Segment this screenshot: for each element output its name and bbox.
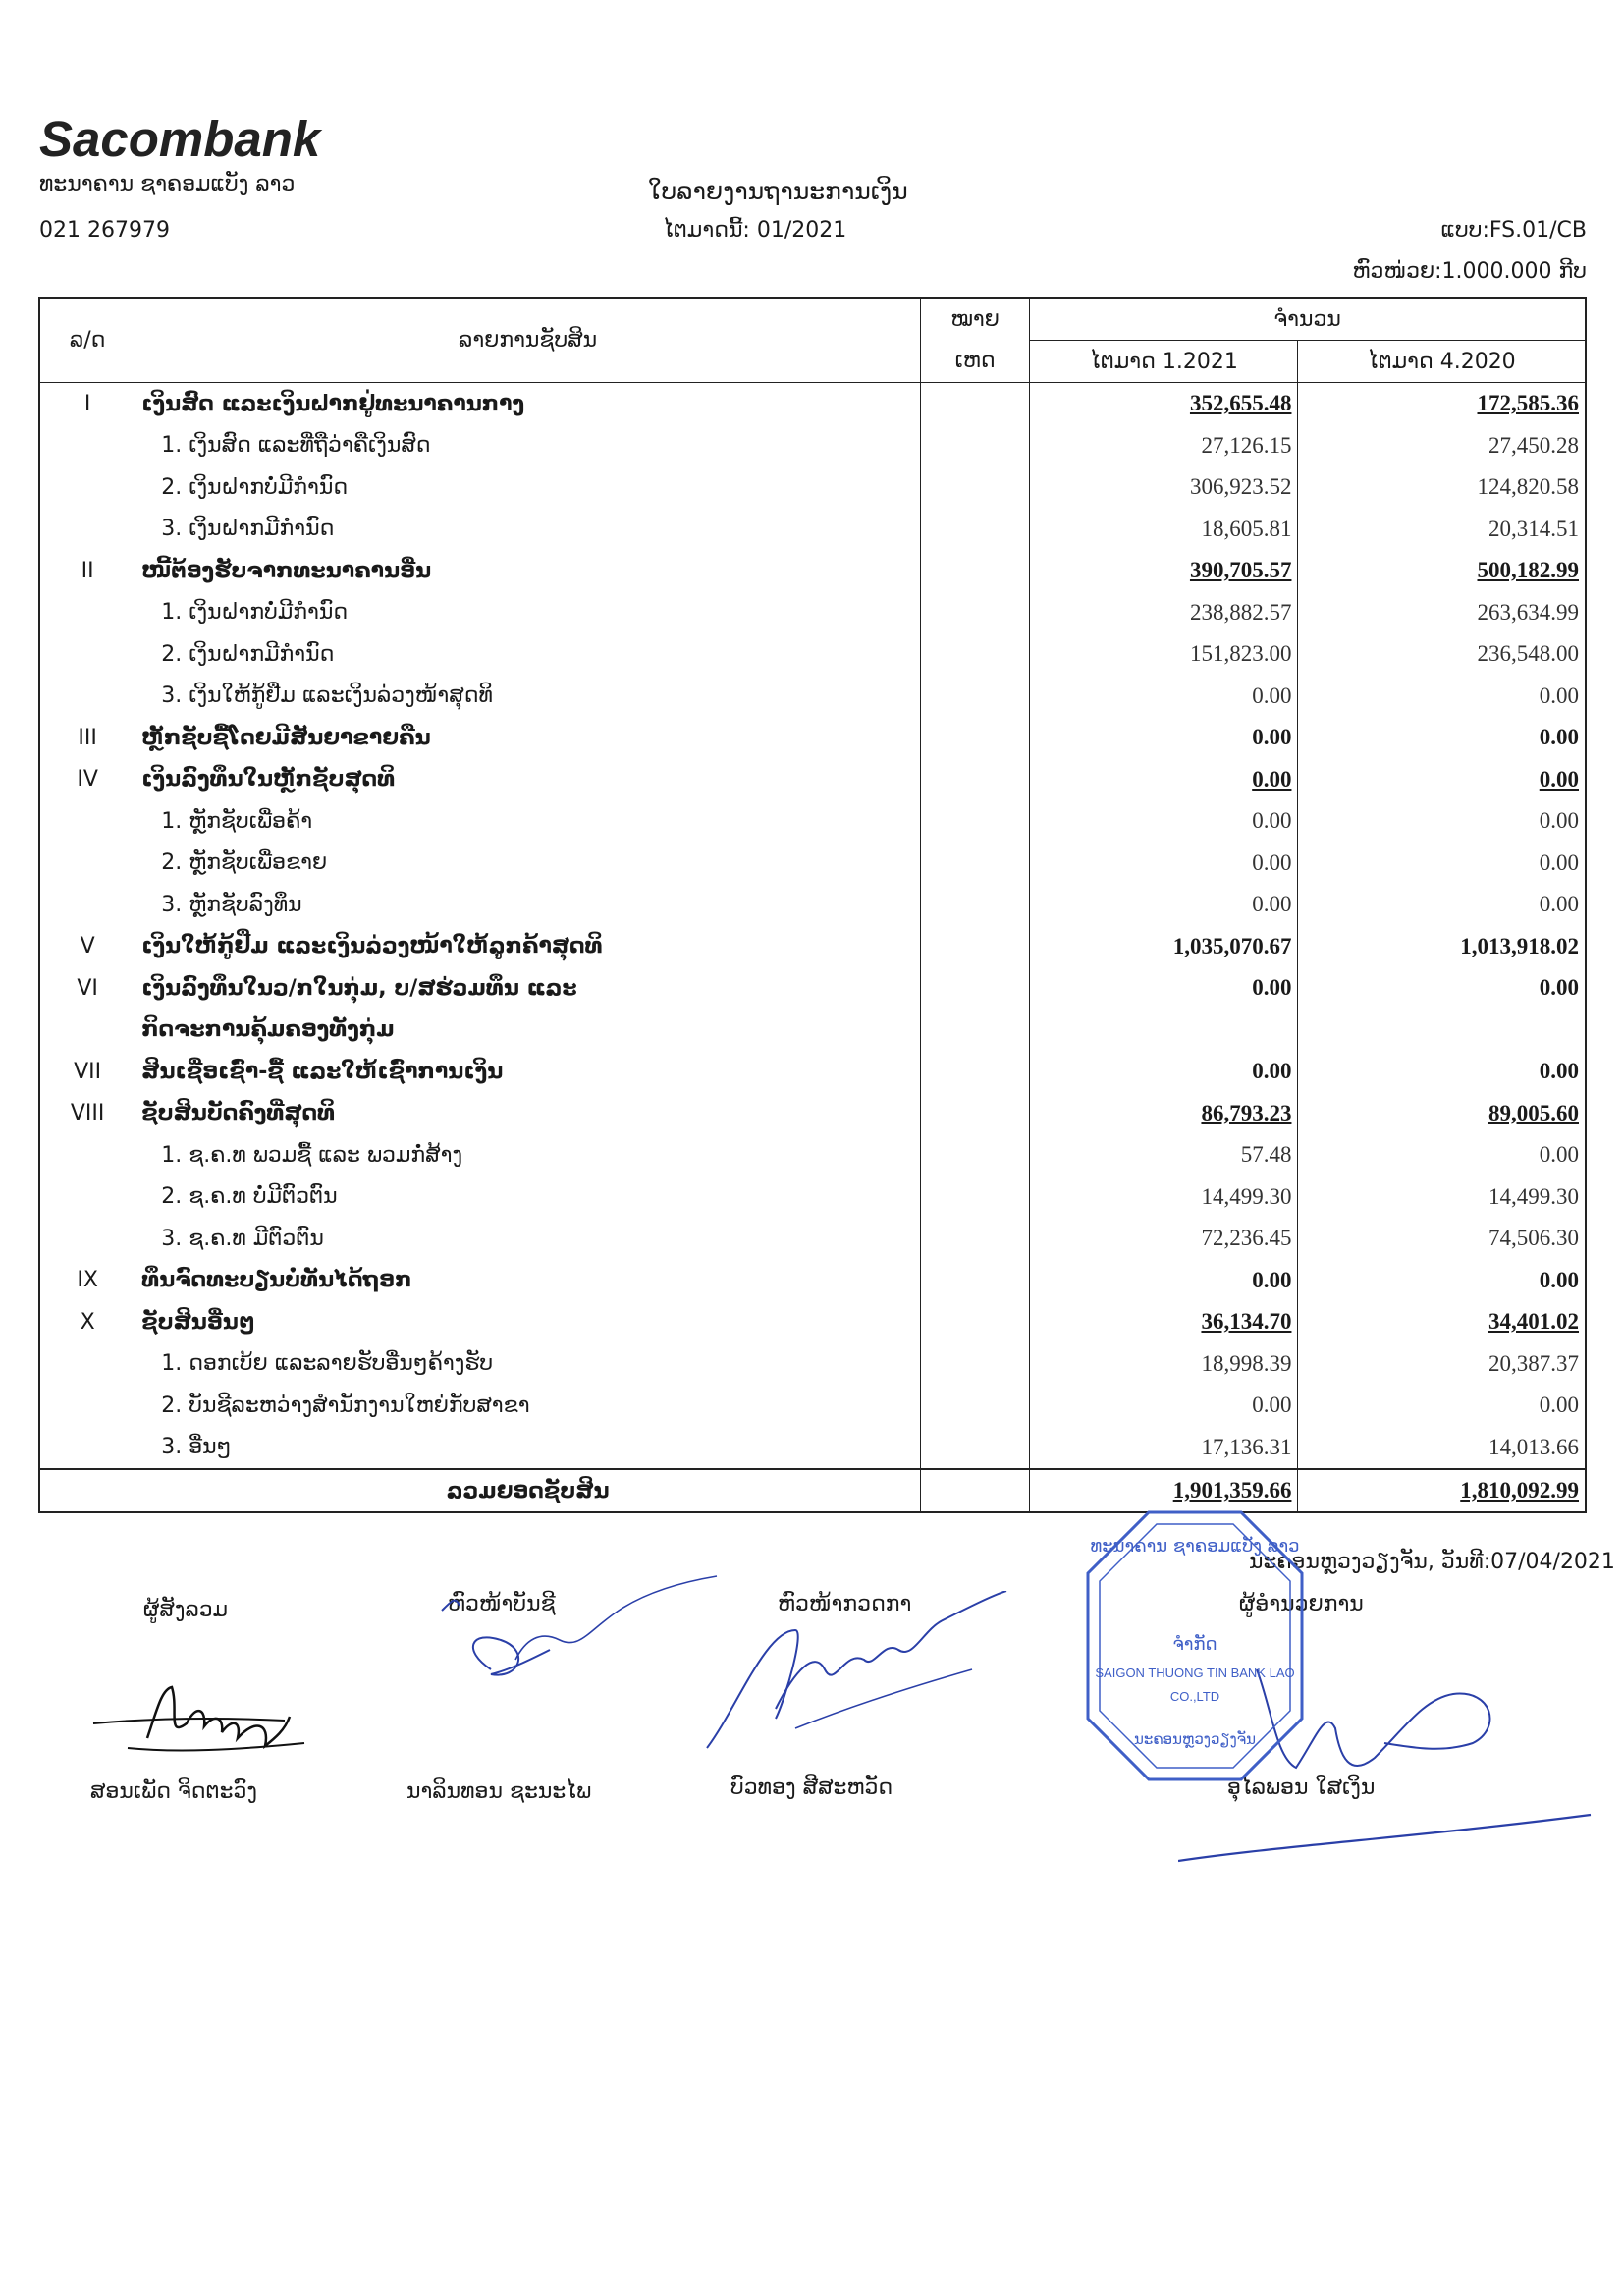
row-value-q1-2021: 151,823.00 bbox=[1030, 633, 1298, 676]
row-value-q4-2020: 124,820.58 bbox=[1298, 466, 1586, 509]
stamp-english-name: SAIGON THUONG TIN BANK LAO bbox=[1095, 1666, 1295, 1680]
row-number bbox=[39, 1176, 135, 1219]
row-value-q4-2020: 34,401.02 bbox=[1298, 1301, 1586, 1343]
sig-director-name: ອຸໄລພອນ ໃສເງິນ bbox=[1227, 1776, 1376, 1800]
row-note bbox=[920, 509, 1029, 551]
row-number bbox=[39, 1010, 135, 1052]
row-label: ເງິນລົງທຶນໃນຫຼັກຊັບສຸດທິ bbox=[135, 759, 921, 801]
row-number: X bbox=[39, 1301, 135, 1343]
row-value-q4-2020: 0.00 bbox=[1298, 1385, 1586, 1427]
row-note bbox=[920, 800, 1029, 843]
row-note bbox=[920, 884, 1029, 926]
row-value-q1-2021: 0.00 bbox=[1030, 1051, 1298, 1093]
row-value-q1-2021: 0.00 bbox=[1030, 759, 1298, 801]
row-label: ຫຼັກຊັບຊື້ໂດຍມີສັນຍາຂາຍຄືນ bbox=[135, 717, 921, 759]
row-value-q4-2020: 74,506.30 bbox=[1298, 1218, 1586, 1260]
col-header-item: ລາຍການຊັບສິນ bbox=[135, 298, 921, 383]
row-value-q1-2021: 57.48 bbox=[1030, 1134, 1298, 1176]
row-note bbox=[920, 717, 1029, 759]
row-value-q4-2020: 14,013.66 bbox=[1298, 1427, 1586, 1470]
row-label: 3. ເງິນໃຫ້ກູ້ຢືມ ແລະເງິນລ່ວງໜ້າສຸດທິ bbox=[135, 676, 921, 718]
row-label: 1. ເງິນຝາກບໍ່ມີກຳນົດ bbox=[135, 592, 921, 634]
row-value-q4-2020: 0.00 bbox=[1298, 759, 1586, 801]
row-note bbox=[920, 466, 1029, 509]
form-code: ແບບ:FS.01/CB bbox=[1440, 218, 1587, 243]
row-value-q1-2021: 0.00 bbox=[1030, 1385, 1298, 1427]
col-header-q4-2020: ໄຕມາດ 4.2020 bbox=[1298, 341, 1586, 383]
row-label: 2. ບັນຊີລະຫວ່າງສຳນັກງານໃຫຍ່ກັບສາຂາ bbox=[135, 1385, 921, 1427]
row-value-q1-2021: 0.00 bbox=[1030, 884, 1298, 926]
row-value-q1-2021: 238,882.57 bbox=[1030, 592, 1298, 634]
row-label: ໜີ້ຕ້ອງຮັບຈາກທະນາຄານອື່ນ bbox=[135, 550, 921, 592]
row-value-q1-2021: 306,923.52 bbox=[1030, 466, 1298, 509]
table-row bbox=[39, 550, 1586, 592]
row-label: 3. ຫຼັກຊັບລົງທຶນ bbox=[135, 884, 921, 926]
row-value-q4-2020: 172,585.36 bbox=[1298, 383, 1586, 425]
row-note bbox=[920, 843, 1029, 885]
row-value-q1-2021: 72,236.45 bbox=[1030, 1218, 1298, 1260]
row-label: ຊັບສິນບັດຄົງທີ່ສຸດທິ bbox=[135, 1093, 921, 1135]
row-value-q1-2021: 0.00 bbox=[1030, 676, 1298, 718]
row-value-q4-2020: 0.00 bbox=[1298, 676, 1586, 718]
col-header-no: ລ/ດ bbox=[39, 298, 135, 383]
row-number bbox=[39, 676, 135, 718]
row-value-q1-2021: 0.00 bbox=[1030, 717, 1298, 759]
row-value-q1-2021: 1,035,070.67 bbox=[1030, 926, 1298, 968]
row-number: II bbox=[39, 550, 135, 592]
row-note bbox=[920, 633, 1029, 676]
row-note bbox=[920, 1260, 1029, 1302]
row-value-q4-2020: 14,499.30 bbox=[1298, 1176, 1586, 1219]
row-label: ທຶນຈົດທະບຽນບໍ່ທັນໄດ້ຖອກ bbox=[135, 1260, 921, 1302]
row-number bbox=[39, 1134, 135, 1176]
row-value-q1-2021: 36,134.70 bbox=[1030, 1301, 1298, 1343]
col-header-q1-2021: ໄຕມາດ 1.2021 bbox=[1030, 341, 1298, 383]
row-value-q4-2020: 500,182.99 bbox=[1298, 550, 1586, 592]
row-note bbox=[920, 1176, 1029, 1219]
row-number: III bbox=[39, 717, 135, 759]
table-row bbox=[39, 509, 1586, 551]
row-value-q1-2021 bbox=[1030, 1010, 1298, 1052]
table-row bbox=[39, 466, 1586, 509]
row-note bbox=[920, 1343, 1029, 1386]
row-label: 2. ເງິນຝາກບໍ່ມີກຳນົດ bbox=[135, 466, 921, 509]
row-note bbox=[920, 1218, 1029, 1260]
row-number bbox=[39, 592, 135, 634]
row-value-q4-2020: 0.00 bbox=[1298, 717, 1586, 759]
row-number bbox=[39, 1343, 135, 1386]
row-label: ເງິນໃຫ້ກູ້ຢືມ ແລະເງິນລ່ວງໜ້າໃຫ້ລູກຄ້າສຸດທິ bbox=[135, 926, 921, 968]
row-value-q4-2020 bbox=[1298, 1010, 1586, 1052]
stamp-company: ຈຳກັດ bbox=[1172, 1634, 1217, 1655]
row-value-q4-2020: 0.00 bbox=[1298, 1260, 1586, 1302]
row-label: ກິດຈະການຄຸ້ມຄອງທັງກຸ່ມ bbox=[135, 1010, 921, 1052]
row-value-q4-2020: 263,634.99 bbox=[1298, 592, 1586, 634]
row-number: VIII bbox=[39, 1093, 135, 1135]
row-number bbox=[39, 1427, 135, 1470]
row-label: 1. ຫຼັກຊັບເພື່ອຄ້າ bbox=[135, 800, 921, 843]
row-label: 2. ຫຼັກຊັບເພື່ອຂາຍ bbox=[135, 843, 921, 885]
total-q4-value: 1,810,092.99 bbox=[1298, 1469, 1586, 1512]
phone-number: 021 267979 bbox=[39, 218, 170, 243]
row-number bbox=[39, 884, 135, 926]
table-row bbox=[39, 926, 1586, 968]
row-value-q1-2021: 352,655.48 bbox=[1030, 383, 1298, 425]
row-label: 3. ເງິນຝາກມີກຳນົດ bbox=[135, 509, 921, 551]
row-note bbox=[920, 759, 1029, 801]
col-header-note-top: ໝາຍ bbox=[920, 298, 1029, 341]
row-number bbox=[39, 800, 135, 843]
row-note bbox=[920, 1051, 1029, 1093]
sig-chief-accountant-title: ຫົວໜ້າບັນຊີ bbox=[448, 1592, 556, 1616]
table-row bbox=[39, 383, 1586, 425]
sig-compiler-title: ຜູ້ສັງລວມ bbox=[143, 1598, 229, 1622]
row-value-q4-2020: 0.00 bbox=[1298, 1134, 1586, 1176]
table-row bbox=[39, 1218, 1586, 1260]
row-note bbox=[920, 1301, 1029, 1343]
table-row bbox=[39, 1260, 1586, 1302]
table-row bbox=[39, 633, 1586, 676]
row-value-q1-2021: 0.00 bbox=[1030, 1260, 1298, 1302]
row-label: ສິນເຊື່ອເຊົ່າ-ຊື້ ແລະໃຫ້ເຊົ່າການເງິນ bbox=[135, 1051, 921, 1093]
row-label: 2. ເງິນຝາກມີກຳນົດ bbox=[135, 633, 921, 676]
table-row bbox=[39, 1010, 1586, 1052]
row-value-q1-2021: 390,705.57 bbox=[1030, 550, 1298, 592]
official-stamp bbox=[1084, 1508, 1306, 1783]
table-row bbox=[39, 1343, 1586, 1386]
row-note bbox=[920, 425, 1029, 467]
row-label: ຊັບສິນອື່ນໆ bbox=[135, 1301, 921, 1343]
total-label: ລວມຍອດຊັບສິນ bbox=[135, 1469, 921, 1512]
row-number bbox=[39, 509, 135, 551]
row-label: 3. ຊ.ຄ.ທ ມີຕົວຕົນ bbox=[135, 1218, 921, 1260]
row-number bbox=[39, 843, 135, 885]
row-note bbox=[920, 1093, 1029, 1135]
table-row bbox=[39, 884, 1586, 926]
table-row bbox=[39, 1051, 1586, 1093]
currency-unit: ຫົວໜ່ວຍ:1.000.000 ກີບ bbox=[1352, 259, 1587, 284]
row-note bbox=[920, 383, 1029, 425]
row-number: IX bbox=[39, 1260, 135, 1302]
row-number bbox=[39, 1385, 135, 1427]
row-number: VII bbox=[39, 1051, 135, 1093]
row-note bbox=[920, 926, 1029, 968]
row-value-q1-2021: 0.00 bbox=[1030, 843, 1298, 885]
bank-logo: Sacombank bbox=[39, 111, 321, 167]
row-value-q1-2021: 27,126.15 bbox=[1030, 425, 1298, 467]
signature-compiler bbox=[88, 1669, 344, 1777]
col-header-amount: ຈຳນວນ bbox=[1030, 298, 1586, 341]
balance-sheet-table bbox=[38, 297, 1587, 1513]
row-label: 3. ອື່ນໆ bbox=[135, 1427, 921, 1470]
table-row bbox=[39, 759, 1586, 801]
row-number bbox=[39, 633, 135, 676]
row-number bbox=[39, 466, 135, 509]
row-value-q4-2020: 1,013,918.02 bbox=[1298, 926, 1586, 968]
row-value-q4-2020: 0.00 bbox=[1298, 1051, 1586, 1093]
table-row bbox=[39, 1176, 1586, 1219]
row-note bbox=[920, 1010, 1029, 1052]
row-value-q1-2021: 17,136.31 bbox=[1030, 1427, 1298, 1470]
sig-chief-accountant-name: ນາລິນທອນ ຊະນະໄພ bbox=[406, 1779, 592, 1804]
row-label: ເງິນລົງທຶນໃນວ/ກໃນກຸ່ມ, ບ/ສຮ່ວມທຶນ ແລະ bbox=[135, 967, 921, 1010]
sig-director-title: ຜູ້ອຳນວຍການ bbox=[1239, 1592, 1364, 1616]
row-value-q4-2020: 0.00 bbox=[1298, 843, 1586, 885]
report-title: ໃບລາຍງານຖານະການເງິນ bbox=[648, 177, 908, 205]
row-value-q1-2021: 86,793.23 bbox=[1030, 1093, 1298, 1135]
row-note bbox=[920, 550, 1029, 592]
row-note bbox=[920, 1134, 1029, 1176]
row-note bbox=[920, 967, 1029, 1010]
row-value-q1-2021: 18,998.39 bbox=[1030, 1343, 1298, 1386]
row-note bbox=[920, 1385, 1029, 1427]
row-number: I bbox=[39, 383, 135, 425]
row-note bbox=[920, 676, 1029, 718]
row-value-q4-2020: 89,005.60 bbox=[1298, 1093, 1586, 1135]
stamp-company-suffix: CO.,LTD bbox=[1169, 1689, 1220, 1704]
total-row bbox=[39, 1469, 1586, 1512]
row-value-q4-2020: 20,387.37 bbox=[1298, 1343, 1586, 1386]
row-value-q4-2020: 236,548.00 bbox=[1298, 633, 1586, 676]
table-row bbox=[39, 800, 1586, 843]
table-row bbox=[39, 967, 1586, 1010]
table-row bbox=[39, 1301, 1586, 1343]
row-number bbox=[39, 425, 135, 467]
place-date: ນະຄອນຫຼວງວຽງຈັນ, ວັນທີ:07/04/2021 bbox=[1249, 1550, 1615, 1574]
row-number: IV bbox=[39, 759, 135, 801]
row-number: VI bbox=[39, 967, 135, 1010]
report-period: ໄຕມາດນີ້: 01/2021 bbox=[663, 218, 847, 243]
sig-chief-auditor-name: ບົວທອງ ສີສະຫວັດ bbox=[730, 1776, 893, 1800]
row-value-q4-2020: 0.00 bbox=[1298, 884, 1586, 926]
row-value-q4-2020: 27,450.28 bbox=[1298, 425, 1586, 467]
row-label: 1. ດອກເບ້ຍ ແລະລາຍຮັບອື່ນໆຄ້າງຮັບ bbox=[135, 1343, 921, 1386]
row-note bbox=[920, 592, 1029, 634]
col-header-note-bottom: ເຫດ bbox=[920, 341, 1029, 383]
row-value-q4-2020: 20,314.51 bbox=[1298, 509, 1586, 551]
table-row bbox=[39, 1093, 1586, 1135]
table-row bbox=[39, 676, 1586, 718]
table-row bbox=[39, 843, 1586, 885]
row-value-q4-2020: 0.00 bbox=[1298, 800, 1586, 843]
row-value-q1-2021: 18,605.81 bbox=[1030, 509, 1298, 551]
row-label: ເງິນສົດ ແລະເງິນຝາກຢູ່ທະນາຄານກາງ bbox=[135, 383, 921, 425]
row-label: 1. ເງິນສົດ ແລະທີ່ຖືວ່າຄືເງິນສົດ bbox=[135, 425, 921, 467]
bank-name: ທະນາຄານ ຊາຄອມແບັງ ລາວ bbox=[39, 172, 296, 196]
row-value-q4-2020: 0.00 bbox=[1298, 967, 1586, 1010]
stamp-top-text: ທະນາຄານ ຊາຄອມແບັງ ລາວ bbox=[1090, 1536, 1300, 1557]
row-number bbox=[39, 1218, 135, 1260]
row-number: V bbox=[39, 926, 135, 968]
row-value-q1-2021: 0.00 bbox=[1030, 800, 1298, 843]
row-note bbox=[920, 1427, 1029, 1470]
sig-compiler-name: ສອນເພັດ ຈິດຕະວົງ bbox=[90, 1779, 258, 1804]
table-row bbox=[39, 717, 1586, 759]
row-label: 2. ຊ.ຄ.ທ ບໍ່ມີຕົວຕົນ bbox=[135, 1176, 921, 1219]
row-value-q1-2021: 0.00 bbox=[1030, 967, 1298, 1010]
table-row bbox=[39, 425, 1586, 467]
total-q1-value: 1,901,359.66 bbox=[1030, 1469, 1298, 1512]
table-row bbox=[39, 1385, 1586, 1427]
table-row bbox=[39, 1427, 1586, 1470]
table-row bbox=[39, 592, 1586, 634]
row-label: 1. ຊ.ຄ.ທ ພວມຊື້ ແລະ ພວມກໍ່ສ້າງ bbox=[135, 1134, 921, 1176]
sig-chief-auditor-title: ຫົວໜ້າກວດກາ bbox=[778, 1592, 912, 1616]
table-row bbox=[39, 1134, 1586, 1176]
stamp-city: ນະຄອນຫຼວງວຽງຈັນ bbox=[1133, 1730, 1257, 1748]
signature-chief-auditor bbox=[677, 1591, 1011, 1758]
row-value-q1-2021: 14,499.30 bbox=[1030, 1176, 1298, 1219]
